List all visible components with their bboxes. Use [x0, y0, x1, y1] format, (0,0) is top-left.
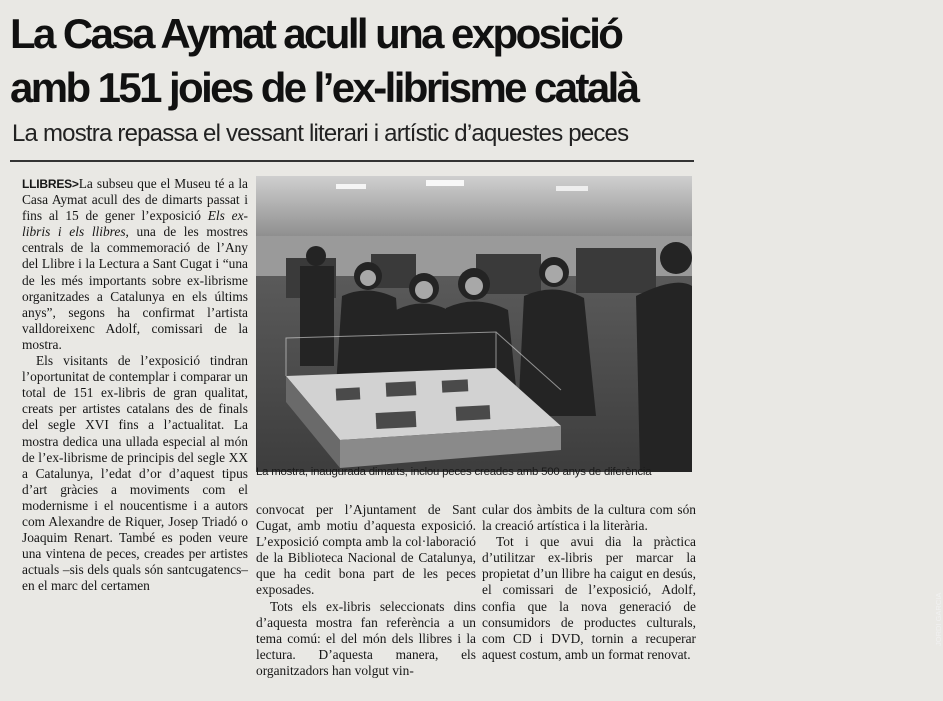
exhibition-title: Els ex-libris i els llibres [22, 208, 248, 240]
headline-line-2: amb 151 joies de l’ex-librisme català [10, 64, 638, 111]
article-paragraph: Els visitants de l’exposició tindran l’oportunitat de contemplar i comparar un total de 151 ex-libris de gran qualitat, creats per artistes catalans des de finals del segle XVI fins a l’actualitat. La mostra dedica una ullada especial al món de l’ex-librisme de principis del segle XX a Catalunya, l’edat d’or d’aquest tipus d’art gràcies a moviments com el modernisme i el noucentisme i a autors com Alexandre de Riquer, Josep Triadó o Joaquim Renart. També es poden veure una vintena de peces, creades per artistes actuals –sis dels quals són santcugatencs– en el marc del certamen [22, 353, 248, 594]
article-paragraph [22, 176, 248, 353]
subheadline: La mostra repassa el vessant literari i artístic d’aquestes peces [12, 120, 629, 147]
article-paragraph: convocat per l’Ajuntament de Sant Cugat, amb motiu d’aquesta exposició. L’exposició compta amb la col·laboració de la Biblioteca Nacional de Catalunya, que ha cedit bona part de les peces exposades. [256, 502, 476, 598]
paragraph-text: , una de les mostres centrals de la commemoració de l’Any del Llibre i la Lectura a Sant Cugat i “una de les més importants sobre ex-librisme organitzades a Catalunya en els últims anys”, segons ha confirmat l’artista valldoreixenc Adolf, comissari de la mostra. [22, 224, 248, 352]
photo-caption: La mostra, inaugurada dimarts, inclou peces creades amb 500 anys de diferència [256, 466, 652, 478]
headline-divider [10, 160, 694, 162]
photo-illustration [256, 176, 692, 472]
article-column-3 [482, 502, 696, 663]
photo-credit: JORDI GARCIA [934, 592, 943, 646]
section-label: LLIBRES> [22, 177, 79, 191]
article-column-2 [256, 502, 476, 679]
paragraph-text: La subseu que el Museu té a la Casa Aymat acull des de dimarts passat i fins al 15 de gener l’exposició [22, 176, 248, 224]
article-column-1 [22, 176, 248, 594]
headline-line-1: La Casa Aymat acull una exposició [10, 10, 622, 57]
article-paragraph: Tots els ex-libris seleccionats dins d’aquesta mostra fan referència a un tema comú: el del món dels llibres i la lectura. D’aquesta manera, els organitzadors han volgut vin- [256, 598, 476, 678]
article-paragraph: cular dos àmbits de la cultura com són la creació artística i la literària. [482, 502, 696, 534]
article-paragraph: Tot i que avui dia la pràctica d’utilitzar ex-libris per marcar la propietat d’un llibre ha caigut en desús, el comissari de l’exposició, Adolf, confia que la nova generació de consumidors de productes culturals, com CD i DVD, tornin a recuperar aquest costum, amb un format renovat. [482, 534, 696, 662]
